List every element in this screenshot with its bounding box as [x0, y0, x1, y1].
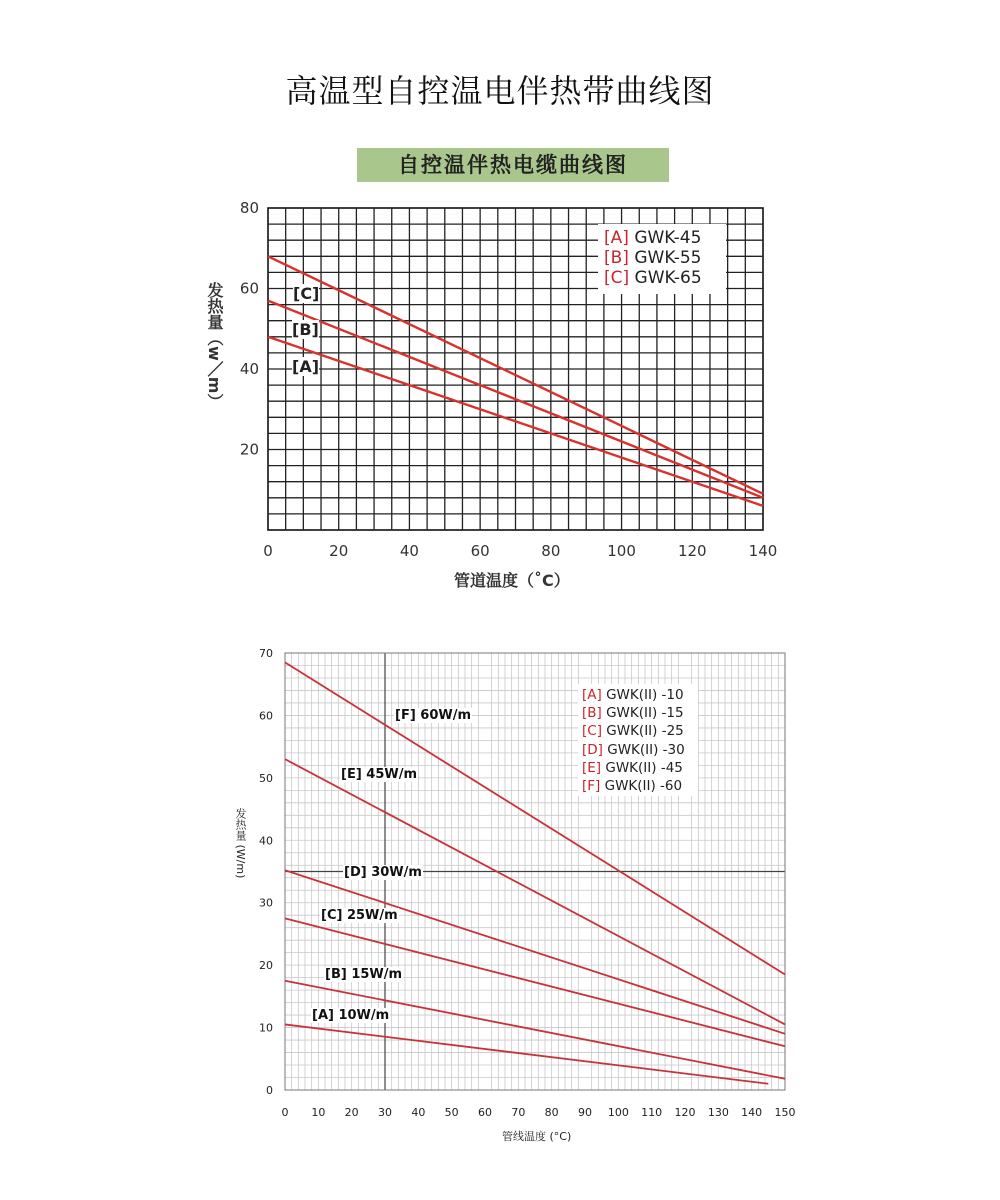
page-title: 高温型自控温电伴热带曲线图: [285, 72, 715, 110]
chart1-x-tick-label: 20: [329, 542, 349, 560]
chart1-y-axis-label: 发热量（w／m）: [205, 282, 224, 410]
chart2-y-tick-label: 0: [266, 1084, 273, 1097]
chart2-x-tick-label: 120: [674, 1106, 696, 1119]
chart2-y-tick-label: 10: [259, 1021, 273, 1035]
chart2-y-axis-label: 发热量 (W/m): [234, 808, 247, 879]
chart1-series-tag-c: [C]: [293, 284, 320, 303]
chart2-x-tick-label: 40: [411, 1106, 426, 1119]
chart1-x-tick-label: 40: [399, 542, 419, 560]
chart1-y-tick-label: 40: [239, 360, 259, 378]
chart1-x-tick-label: 60: [470, 542, 490, 560]
chart1-y-tick-label: 60: [239, 279, 259, 298]
chart2-series-label-e: [E] 45W/m: [341, 767, 418, 782]
chart1-legend-item-a: [A] GWK-45: [604, 228, 702, 248]
chart2-legend-item-f: [F] GWK(II) -60: [582, 778, 683, 795]
chart2-series-label-d: [D] 30W/m: [344, 865, 422, 880]
chart1-x-tick-label: 0: [263, 542, 273, 560]
chart2-x-tick-label: 110: [641, 1106, 663, 1119]
chart1-x-tick-label: 80: [541, 542, 561, 560]
chart2-series-label-c: [C] 25W/m: [321, 908, 398, 923]
chart2-x-tick-label: 100: [607, 1106, 629, 1119]
chart2-legend-item-c: [C] GWK(II) -25: [582, 723, 684, 740]
chart1-y-tick-label: 20: [239, 440, 259, 459]
chart2-series-label-b: [B] 15W/m: [325, 967, 403, 982]
chart2-y-tick-label: 40: [259, 834, 273, 848]
chart2-legend-item-a: [A] GWK(II) -10: [582, 687, 684, 703]
chart2-y-tick-label: 30: [259, 896, 273, 910]
chart2-x-tick-label: 140: [741, 1106, 763, 1119]
chart1-legend: [598, 224, 726, 294]
chart2-y-tick-label: 70: [259, 647, 273, 660]
chart1-x-tick-label: 100: [607, 542, 636, 560]
chart1-x-tick-label: 140: [748, 542, 778, 560]
chart2-x-tick-label: 10: [311, 1106, 326, 1119]
chart2-y-tick-label: 20: [259, 959, 273, 973]
chart1-x-axis-label: 管道温度（˚C）: [454, 571, 570, 590]
chart2-x-tick-label: 30: [378, 1106, 392, 1119]
chart2-x-tick-label: 20: [344, 1106, 359, 1119]
chart1-legend-item-b: [B] GWK-55: [604, 248, 702, 268]
chart1-title: 自控温伴热电缆曲线图: [357, 148, 669, 182]
chart2-x-tick-label: 80: [544, 1106, 559, 1119]
chart1-y-tick-label: 80: [239, 199, 259, 217]
chart2-legend-item-b: [B] GWK(II) -15: [582, 705, 684, 722]
chart2-x-tick-label: 130: [707, 1106, 729, 1119]
chart2-x-tick-label: 50: [444, 1106, 459, 1119]
chart2-x-tick-label: 90: [578, 1106, 592, 1119]
chart2-x-tick-label: 70: [511, 1106, 526, 1119]
chart2-x-axis-label: 管线温度 (°C): [502, 1130, 572, 1143]
chart2-series-label-a: [A] 10W/m: [312, 1008, 390, 1023]
chart2-series-label-f: [F] 60W/m: [395, 708, 472, 723]
chart1-series-tag-b: [B]: [292, 320, 319, 339]
chart2-x-tick-label: 60: [478, 1106, 492, 1119]
chart2-y-tick-label: 60: [259, 709, 273, 723]
chart1-series-tag-a: [A]: [292, 357, 320, 376]
chart2-legend-item-e: [E] GWK(II) -45: [582, 759, 683, 776]
chart1-legend-item-c: [C] GWK-65: [604, 268, 702, 288]
chart1-x-tick-label: 120: [677, 542, 707, 560]
chart2-legend: [578, 684, 698, 796]
chart2-x-tick-label: 0: [281, 1106, 289, 1119]
chart2-legend-item-d: [D] GWK(II) -30: [582, 741, 685, 758]
chart2-y-tick-label: 50: [259, 771, 273, 785]
chart2-x-tick-label: 150: [774, 1106, 796, 1119]
